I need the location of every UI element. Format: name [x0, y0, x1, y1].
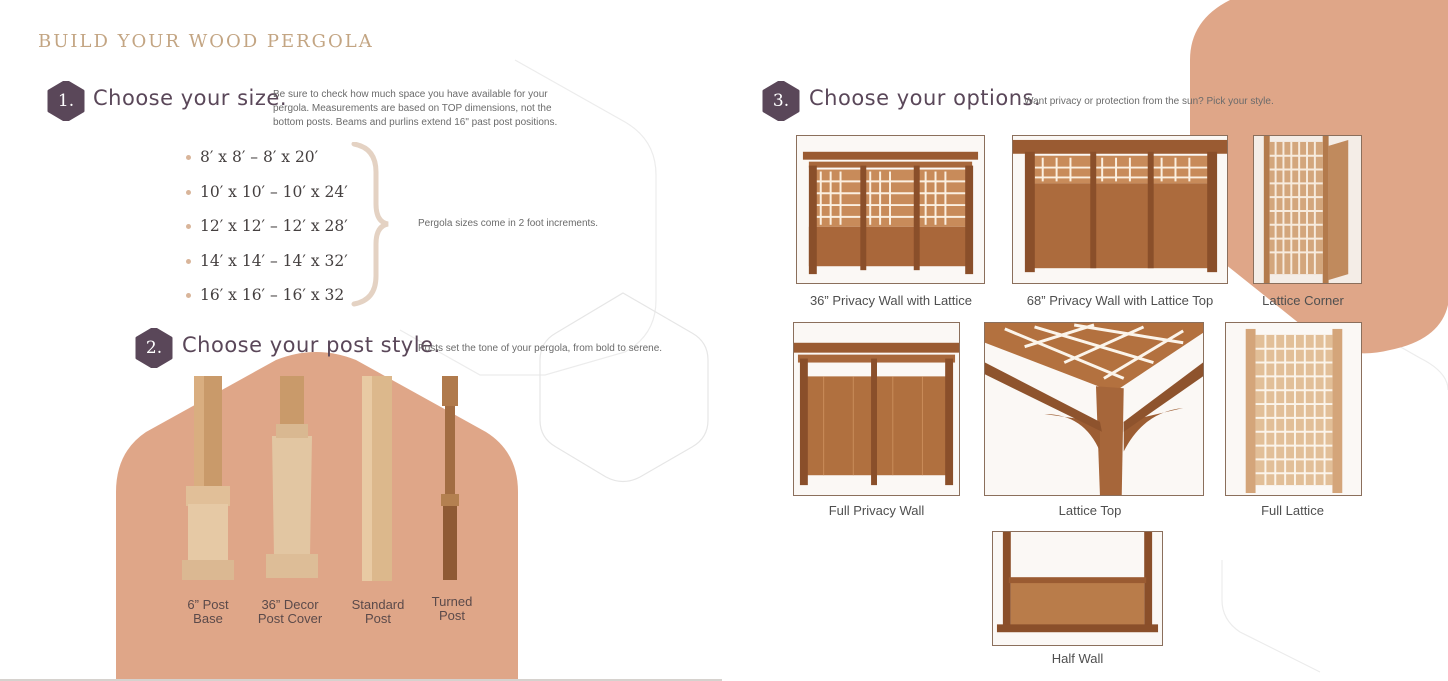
size-brace	[350, 142, 390, 307]
post-label-base: 6” Post Base	[187, 597, 229, 626]
post-label-standard: Standard Post	[351, 597, 405, 626]
step-3-note: Want privacy or protection from the sun? Pick your style.	[1024, 96, 1274, 107]
option-lattice-corner-image	[1253, 135, 1362, 284]
option-lattice-top-image	[984, 322, 1204, 496]
size-option: 10′ x 10′ – 10′ x 24′	[186, 180, 348, 215]
option-privacy-wall-lattice-image	[796, 135, 985, 284]
option-half-wall-image	[992, 531, 1163, 646]
step-3-badge: 3.	[762, 81, 800, 121]
size-option: 12′ x 12′ – 12′ x 28′	[186, 214, 348, 249]
option-caption: Full Privacy Wall	[828, 503, 925, 518]
option-caption: Lattice Corner	[1262, 293, 1344, 308]
post-label-turned: Turned Post	[431, 594, 473, 623]
turned-post-image	[440, 376, 460, 582]
post-label-cover: 36” Decor Post Cover	[257, 597, 323, 626]
size-option: 16′ x 16′ – 16′ x 32	[186, 283, 348, 318]
step-1-badge: 1.	[47, 81, 85, 121]
page-title: BUILD YOUR WOOD PERGOLA	[38, 31, 374, 52]
option-privacy-wall-lattice-top-image	[1012, 135, 1228, 284]
step-1-heading: Choose your size.	[93, 86, 287, 110]
post-cover-image	[264, 376, 320, 582]
standard-post-image	[360, 376, 394, 582]
size-list	[186, 145, 348, 318]
option-caption: Lattice Top	[1058, 503, 1122, 518]
size-option: 14′ x 14′ – 14′ x 32′	[186, 249, 348, 284]
option-caption: 68” Privacy Wall with Lattice Top	[1026, 293, 1214, 308]
size-note: Pergola sizes come in 2 foot increments.	[418, 218, 599, 229]
option-full-privacy-wall-image	[793, 322, 960, 496]
option-caption: Half Wall	[1051, 651, 1104, 666]
step-2-badge: 2.	[135, 328, 173, 368]
step-3-heading: Choose your options.	[809, 86, 1042, 110]
size-option: 8′ x 8′ – 8′ x 20′	[186, 145, 348, 180]
step-1-note: Be sure to check how much space you have available for your pergola. Measurements are based on TOP dimensions, not the bottom posts. Beams and purlins extend 16" past post positions.	[273, 89, 558, 128]
post-base-image	[180, 376, 236, 582]
step-2-heading: Choose your post style.	[182, 333, 441, 357]
step-2-note: Posts set the tone of your pergola, from bold to serene.	[418, 343, 663, 354]
option-full-lattice-image	[1225, 322, 1362, 496]
option-caption: 36” Privacy Wall with Lattice	[809, 293, 973, 308]
option-caption: Full Lattice	[1261, 503, 1324, 518]
